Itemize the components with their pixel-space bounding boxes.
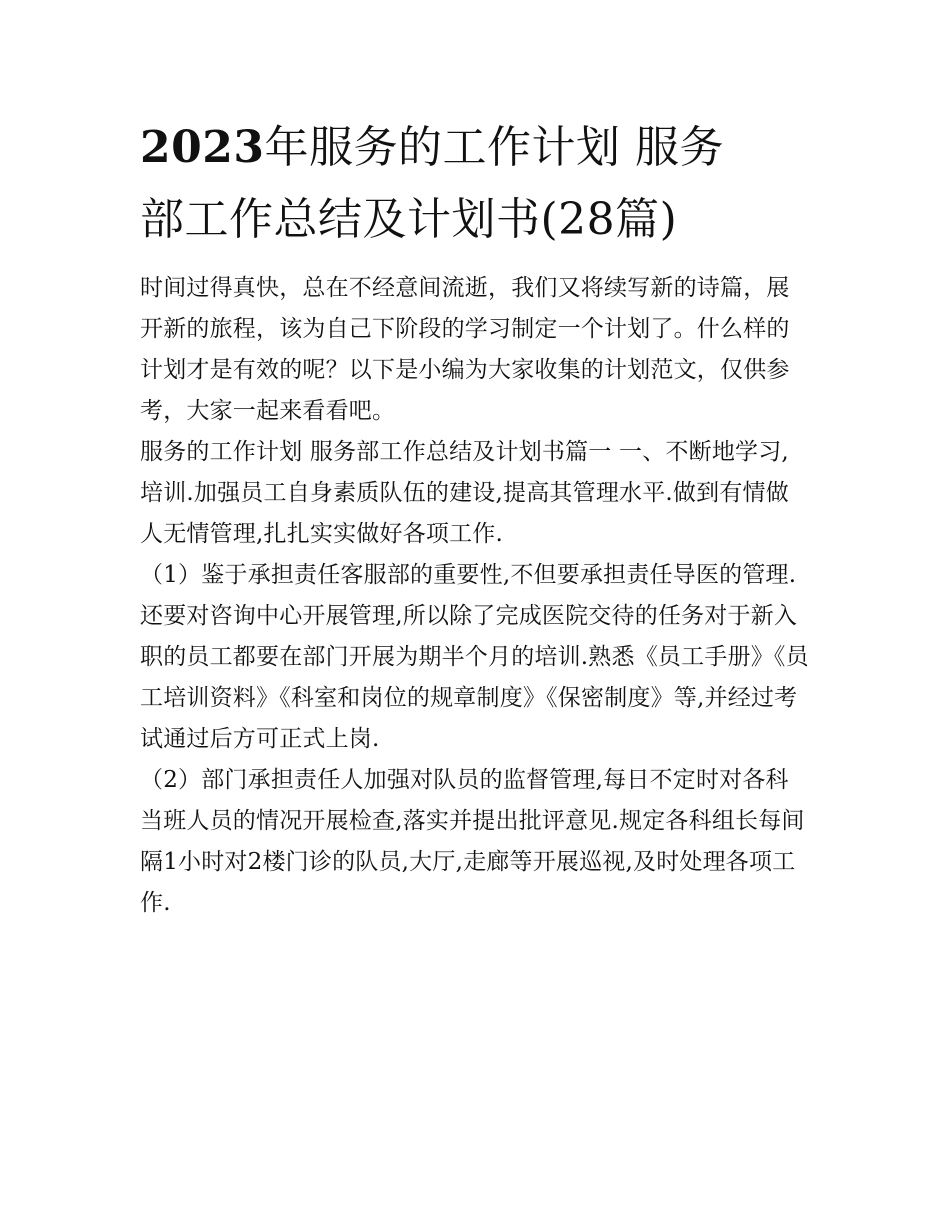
section-paragraph-3: （2）部门承担责任人加强对队员的监督管理,每日不定时对各科当班人员的情况开展检查,落实并提出批评意见.规定各科组长每间隔1小时对2楼门诊的队员,大厅,走廊等开展巡视,及时处理各项工作.: [140, 767, 805, 916]
title-line-1-text: 年服务的工作计划 服务: [264, 122, 724, 173]
title-line-2: 部工作总结及计划书(28篇): [140, 194, 678, 245]
title-line-1: 2023年服务的工作计划 服务: [140, 122, 724, 173]
intro-paragraph: 时间过得真快，总在不经意间流逝，我们又将续写新的诗篇，展开新的旅程，该为自己下阶段的学习制定一个计划了。什么样的计划才是有效的呢？以下是小编为大家收集的计划范文，仅供参考，大家一起来看看吧。: [140, 275, 790, 424]
section-paragraph-1: 服务的工作计划 服务部工作总结及计划书篇一 一、不断地学习,培训.加强员工自身素质队伍的建设,提高其管理水平.做到有情做人无情管理,扎扎实实做好各项工作.: [140, 439, 789, 547]
section-paragraph-2: （1）鉴于承担责任客服部的重要性,不但要承担责任导医的管理.还要对咨询中心开展管理,所以除了完成医院交待的任务对于新入职的员工都要在部门开展为期半个月的培训.熟悉《员工手册》《员工培训资料》《科室和岗位的规章制度》《保密制度》等,并经过考试通过后方可正式上岗.: [140, 562, 809, 752]
document-title: [140, 112, 810, 256]
